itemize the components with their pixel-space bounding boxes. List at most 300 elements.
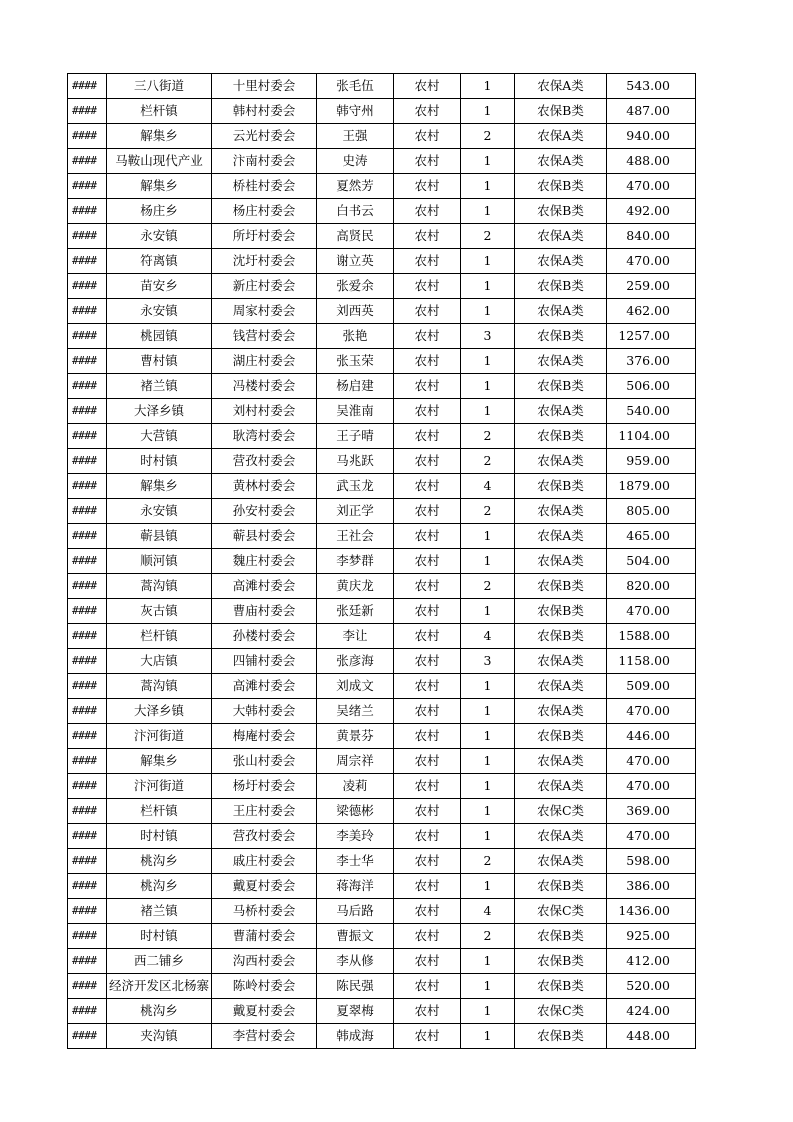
amount-cell: 1257.00 [607, 324, 696, 349]
household-count-cell: 2 [461, 574, 515, 599]
amount-cell: 369.00 [607, 799, 696, 824]
area-cell: 农村 [394, 324, 461, 349]
row-id-cell: #### [68, 449, 107, 474]
row-id-cell: #### [68, 99, 107, 124]
town-cell: 褚兰镇 [107, 899, 212, 924]
row-id-cell: #### [68, 249, 107, 274]
area-cell: 农村 [394, 774, 461, 799]
insurance-type-cell: 农保A类 [515, 699, 607, 724]
town-cell: 蒿沟镇 [107, 574, 212, 599]
row-id-cell: #### [68, 924, 107, 949]
town-cell: 大泽乡镇 [107, 699, 212, 724]
village-cell: 大韩村委会 [212, 699, 317, 724]
insurance-type-cell: 农保B类 [515, 724, 607, 749]
amount-cell: 470.00 [607, 599, 696, 624]
person-name-cell: 李让 [317, 624, 394, 649]
household-count-cell: 1 [461, 749, 515, 774]
village-cell: 杨圩村委会 [212, 774, 317, 799]
person-name-cell: 夏然芳 [317, 174, 394, 199]
row-id-cell: #### [68, 674, 107, 699]
household-count-cell: 1 [461, 149, 515, 174]
household-count-cell: 2 [461, 124, 515, 149]
amount-cell: 1436.00 [607, 899, 696, 924]
row-id-cell: #### [68, 299, 107, 324]
insurance-type-cell: 农保A类 [515, 649, 607, 674]
area-cell: 农村 [394, 649, 461, 674]
insurance-type-cell: 农保A类 [515, 749, 607, 774]
town-cell: 大泽乡镇 [107, 399, 212, 424]
person-name-cell: 马兆跃 [317, 449, 394, 474]
row-id-cell: #### [68, 524, 107, 549]
area-cell: 农村 [394, 624, 461, 649]
amount-cell: 424.00 [607, 999, 696, 1024]
town-cell: 永安镇 [107, 224, 212, 249]
household-count-cell: 2 [461, 924, 515, 949]
amount-cell: 959.00 [607, 449, 696, 474]
person-name-cell: 黄景芬 [317, 724, 394, 749]
person-name-cell: 张艳 [317, 324, 394, 349]
village-cell: 营孜村委会 [212, 824, 317, 849]
area-cell: 农村 [394, 1024, 461, 1049]
amount-cell: 820.00 [607, 574, 696, 599]
village-cell: 湖庄村委会 [212, 349, 317, 374]
town-cell: 时村镇 [107, 924, 212, 949]
data-table [67, 73, 696, 1049]
village-cell: 李营村委会 [212, 1024, 317, 1049]
person-name-cell: 李美玲 [317, 824, 394, 849]
village-cell: 韩村村委会 [212, 99, 317, 124]
table-row [68, 149, 696, 174]
insurance-type-cell: 农保A类 [515, 299, 607, 324]
household-count-cell: 1 [461, 674, 515, 699]
area-cell: 农村 [394, 799, 461, 824]
area-cell: 农村 [394, 224, 461, 249]
table-row [68, 974, 696, 999]
amount-cell: 598.00 [607, 849, 696, 874]
person-name-cell: 谢立英 [317, 249, 394, 274]
village-cell: 云光村委会 [212, 124, 317, 149]
row-id-cell: #### [68, 724, 107, 749]
table-row [68, 299, 696, 324]
household-count-cell: 3 [461, 649, 515, 674]
village-cell: 耿湾村委会 [212, 424, 317, 449]
table-row [68, 349, 696, 374]
area-cell: 农村 [394, 549, 461, 574]
village-cell: 沈圩村委会 [212, 249, 317, 274]
village-cell: 冯楼村委会 [212, 374, 317, 399]
area-cell: 农村 [394, 999, 461, 1024]
amount-cell: 506.00 [607, 374, 696, 399]
insurance-type-cell: 农保B类 [515, 324, 607, 349]
person-name-cell: 张玉荣 [317, 349, 394, 374]
insurance-type-cell: 农保A类 [515, 399, 607, 424]
town-cell: 苗安乡 [107, 274, 212, 299]
area-cell: 农村 [394, 874, 461, 899]
village-cell: 张山村委会 [212, 749, 317, 774]
area-cell: 农村 [394, 274, 461, 299]
area-cell: 农村 [394, 399, 461, 424]
town-cell: 桃沟乡 [107, 999, 212, 1024]
insurance-type-cell: 农保B类 [515, 424, 607, 449]
area-cell: 农村 [394, 249, 461, 274]
insurance-type-cell: 农保B类 [515, 624, 607, 649]
village-cell: 蕲县村委会 [212, 524, 317, 549]
insurance-type-cell: 农保C类 [515, 799, 607, 824]
amount-cell: 1104.00 [607, 424, 696, 449]
insurance-type-cell: 农保A类 [515, 224, 607, 249]
table-row [68, 749, 696, 774]
insurance-type-cell: 农保A类 [515, 674, 607, 699]
household-count-cell: 1 [461, 874, 515, 899]
household-count-cell: 1 [461, 999, 515, 1024]
table-body [68, 74, 696, 1049]
person-name-cell: 刘西英 [317, 299, 394, 324]
table-row [68, 849, 696, 874]
insurance-type-cell: 农保A类 [515, 449, 607, 474]
table-row [68, 599, 696, 624]
household-count-cell: 1 [461, 599, 515, 624]
amount-cell: 465.00 [607, 524, 696, 549]
area-cell: 农村 [394, 449, 461, 474]
village-cell: 营孜村委会 [212, 449, 317, 474]
household-count-cell: 2 [461, 224, 515, 249]
person-name-cell: 蒋海洋 [317, 874, 394, 899]
village-cell: 桥桂村委会 [212, 174, 317, 199]
area-cell: 农村 [394, 674, 461, 699]
amount-cell: 487.00 [607, 99, 696, 124]
table-row [68, 524, 696, 549]
row-id-cell: #### [68, 899, 107, 924]
village-cell: 刘村村委会 [212, 399, 317, 424]
area-cell: 农村 [394, 524, 461, 549]
village-cell: 沟西村委会 [212, 949, 317, 974]
row-id-cell: #### [68, 224, 107, 249]
person-name-cell: 韩守州 [317, 99, 394, 124]
person-name-cell: 李士华 [317, 849, 394, 874]
village-cell: 四铺村委会 [212, 649, 317, 674]
area-cell: 农村 [394, 474, 461, 499]
area-cell: 农村 [394, 174, 461, 199]
household-count-cell: 1 [461, 949, 515, 974]
person-name-cell: 张彦海 [317, 649, 394, 674]
amount-cell: 412.00 [607, 949, 696, 974]
town-cell: 解集乡 [107, 174, 212, 199]
area-cell: 农村 [394, 974, 461, 999]
row-id-cell: #### [68, 849, 107, 874]
row-id-cell: #### [68, 124, 107, 149]
table-row [68, 824, 696, 849]
amount-cell: 1158.00 [607, 649, 696, 674]
household-count-cell: 1 [461, 699, 515, 724]
person-name-cell: 韩成海 [317, 1024, 394, 1049]
insurance-type-cell: 农保B类 [515, 1024, 607, 1049]
insurance-type-cell: 农保A类 [515, 499, 607, 524]
person-name-cell: 刘正学 [317, 499, 394, 524]
person-name-cell: 曹振文 [317, 924, 394, 949]
town-cell: 夹沟镇 [107, 1024, 212, 1049]
household-count-cell: 1 [461, 399, 515, 424]
household-count-cell: 2 [461, 424, 515, 449]
town-cell: 大营镇 [107, 424, 212, 449]
amount-cell: 1588.00 [607, 624, 696, 649]
town-cell: 汴河街道 [107, 724, 212, 749]
town-cell: 永安镇 [107, 499, 212, 524]
area-cell: 农村 [394, 599, 461, 624]
row-id-cell: #### [68, 574, 107, 599]
household-count-cell: 1 [461, 274, 515, 299]
row-id-cell: #### [68, 999, 107, 1024]
person-name-cell: 白书云 [317, 199, 394, 224]
area-cell: 农村 [394, 349, 461, 374]
village-cell: 马桥村委会 [212, 899, 317, 924]
amount-cell: 543.00 [607, 74, 696, 99]
area-cell: 农村 [394, 824, 461, 849]
town-cell: 桃沟乡 [107, 874, 212, 899]
household-count-cell: 1 [461, 174, 515, 199]
village-cell: 周家村委会 [212, 299, 317, 324]
household-count-cell: 1 [461, 549, 515, 574]
area-cell: 农村 [394, 199, 461, 224]
table-row [68, 674, 696, 699]
row-id-cell: #### [68, 199, 107, 224]
table-row [68, 274, 696, 299]
table-row [68, 424, 696, 449]
person-name-cell: 黄庆龙 [317, 574, 394, 599]
village-cell: 钱营村委会 [212, 324, 317, 349]
person-name-cell: 周宗祥 [317, 749, 394, 774]
person-name-cell: 武玉龙 [317, 474, 394, 499]
table-row [68, 99, 696, 124]
person-name-cell: 吴绪兰 [317, 699, 394, 724]
household-count-cell: 1 [461, 824, 515, 849]
household-count-cell: 1 [461, 199, 515, 224]
household-count-cell: 1 [461, 99, 515, 124]
insurance-type-cell: 农保B类 [515, 374, 607, 399]
town-cell: 汴河街道 [107, 774, 212, 799]
person-name-cell: 李梦群 [317, 549, 394, 574]
household-count-cell: 4 [461, 624, 515, 649]
household-count-cell: 1 [461, 974, 515, 999]
town-cell: 解集乡 [107, 474, 212, 499]
village-cell: 十里村委会 [212, 74, 317, 99]
table-row [68, 549, 696, 574]
table-row [68, 774, 696, 799]
table-row [68, 999, 696, 1024]
row-id-cell: #### [68, 749, 107, 774]
amount-cell: 470.00 [607, 824, 696, 849]
person-name-cell: 李从修 [317, 949, 394, 974]
insurance-type-cell: 农保B类 [515, 949, 607, 974]
table-row [68, 649, 696, 674]
row-id-cell: #### [68, 474, 107, 499]
village-cell: 梅庵村委会 [212, 724, 317, 749]
insurance-type-cell: 农保B类 [515, 574, 607, 599]
village-cell: 魏庄村委会 [212, 549, 317, 574]
table-row [68, 874, 696, 899]
amount-cell: 448.00 [607, 1024, 696, 1049]
town-cell: 三八街道 [107, 74, 212, 99]
insurance-type-cell: 农保B类 [515, 874, 607, 899]
town-cell: 西二铺乡 [107, 949, 212, 974]
row-id-cell: #### [68, 74, 107, 99]
insurance-type-cell: 农保A类 [515, 774, 607, 799]
village-cell: 新庄村委会 [212, 274, 317, 299]
table-row [68, 124, 696, 149]
person-name-cell: 梁德彬 [317, 799, 394, 824]
row-id-cell: #### [68, 399, 107, 424]
person-name-cell: 夏翠梅 [317, 999, 394, 1024]
insurance-type-cell: 农保A类 [515, 349, 607, 374]
area-cell: 农村 [394, 899, 461, 924]
amount-cell: 492.00 [607, 199, 696, 224]
person-name-cell: 马后路 [317, 899, 394, 924]
person-name-cell: 王子晴 [317, 424, 394, 449]
row-id-cell: #### [68, 549, 107, 574]
town-cell: 栏杆镇 [107, 99, 212, 124]
village-cell: 孙安村委会 [212, 499, 317, 524]
amount-cell: 1879.00 [607, 474, 696, 499]
town-cell: 桃沟乡 [107, 849, 212, 874]
area-cell: 农村 [394, 74, 461, 99]
insurance-type-cell: 农保A类 [515, 524, 607, 549]
household-count-cell: 1 [461, 74, 515, 99]
person-name-cell: 凌莉 [317, 774, 394, 799]
person-name-cell: 王强 [317, 124, 394, 149]
row-id-cell: #### [68, 324, 107, 349]
person-name-cell: 吴淮南 [317, 399, 394, 424]
town-cell: 马鞍山现代产业 [107, 149, 212, 174]
table-row [68, 624, 696, 649]
village-cell: 黄林村委会 [212, 474, 317, 499]
amount-cell: 470.00 [607, 249, 696, 274]
area-cell: 农村 [394, 949, 461, 974]
town-cell: 永安镇 [107, 299, 212, 324]
town-cell: 时村镇 [107, 449, 212, 474]
table-row [68, 224, 696, 249]
amount-cell: 470.00 [607, 699, 696, 724]
row-id-cell: #### [68, 699, 107, 724]
insurance-type-cell: 农保A类 [515, 149, 607, 174]
area-cell: 农村 [394, 574, 461, 599]
insurance-type-cell: 农保B类 [515, 274, 607, 299]
table-row [68, 374, 696, 399]
row-id-cell: #### [68, 624, 107, 649]
person-name-cell: 高贤民 [317, 224, 394, 249]
amount-cell: 805.00 [607, 499, 696, 524]
row-id-cell: #### [68, 649, 107, 674]
table-row [68, 74, 696, 99]
row-id-cell: #### [68, 374, 107, 399]
household-count-cell: 1 [461, 349, 515, 374]
person-name-cell: 刘成文 [317, 674, 394, 699]
village-cell: 曹庙村委会 [212, 599, 317, 624]
amount-cell: 259.00 [607, 274, 696, 299]
insurance-type-cell: 农保A类 [515, 824, 607, 849]
insurance-type-cell: 农保A类 [515, 849, 607, 874]
amount-cell: 509.00 [607, 674, 696, 699]
town-cell: 杨庄乡 [107, 199, 212, 224]
town-cell: 解集乡 [107, 749, 212, 774]
person-name-cell: 张毛伍 [317, 74, 394, 99]
town-cell: 曹村镇 [107, 349, 212, 374]
village-cell: 戴夏村委会 [212, 874, 317, 899]
household-count-cell: 2 [461, 499, 515, 524]
row-id-cell: #### [68, 274, 107, 299]
amount-cell: 386.00 [607, 874, 696, 899]
insurance-type-cell: 农保B类 [515, 924, 607, 949]
row-id-cell: #### [68, 1024, 107, 1049]
area-cell: 农村 [394, 749, 461, 774]
person-name-cell: 史涛 [317, 149, 394, 174]
area-cell: 农村 [394, 299, 461, 324]
household-count-cell: 1 [461, 524, 515, 549]
person-name-cell: 杨启建 [317, 374, 394, 399]
amount-cell: 446.00 [607, 724, 696, 749]
town-cell: 符离镇 [107, 249, 212, 274]
amount-cell: 470.00 [607, 774, 696, 799]
amount-cell: 925.00 [607, 924, 696, 949]
town-cell: 顺河镇 [107, 549, 212, 574]
household-count-cell: 2 [461, 449, 515, 474]
household-count-cell: 1 [461, 374, 515, 399]
amount-cell: 470.00 [607, 749, 696, 774]
table-row [68, 324, 696, 349]
amount-cell: 940.00 [607, 124, 696, 149]
area-cell: 农村 [394, 724, 461, 749]
row-id-cell: #### [68, 949, 107, 974]
household-count-cell: 1 [461, 249, 515, 274]
row-id-cell: #### [68, 799, 107, 824]
area-cell: 农村 [394, 374, 461, 399]
row-id-cell: #### [68, 424, 107, 449]
insurance-type-cell: 农保A类 [515, 249, 607, 274]
household-count-cell: 2 [461, 849, 515, 874]
table-row [68, 799, 696, 824]
amount-cell: 470.00 [607, 174, 696, 199]
town-cell: 大店镇 [107, 649, 212, 674]
insurance-type-cell: 农保B类 [515, 599, 607, 624]
table-row [68, 899, 696, 924]
row-id-cell: #### [68, 974, 107, 999]
row-id-cell: #### [68, 774, 107, 799]
table-row [68, 1024, 696, 1049]
village-cell: 高滩村委会 [212, 674, 317, 699]
village-cell: 杨庄村委会 [212, 199, 317, 224]
household-count-cell: 1 [461, 724, 515, 749]
household-count-cell: 1 [461, 774, 515, 799]
town-cell: 解集乡 [107, 124, 212, 149]
amount-cell: 462.00 [607, 299, 696, 324]
village-cell: 高滩村委会 [212, 574, 317, 599]
household-count-cell: 3 [461, 324, 515, 349]
area-cell: 农村 [394, 124, 461, 149]
table-row [68, 724, 696, 749]
row-id-cell: #### [68, 174, 107, 199]
person-name-cell: 张爱余 [317, 274, 394, 299]
table-row [68, 699, 696, 724]
table-row [68, 174, 696, 199]
person-name-cell: 陈民强 [317, 974, 394, 999]
amount-cell: 488.00 [607, 149, 696, 174]
village-cell: 曹蒲村委会 [212, 924, 317, 949]
town-cell: 栏杆镇 [107, 799, 212, 824]
row-id-cell: #### [68, 874, 107, 899]
village-cell: 所圩村委会 [212, 224, 317, 249]
village-cell: 戚庄村委会 [212, 849, 317, 874]
area-cell: 农村 [394, 424, 461, 449]
area-cell: 农村 [394, 499, 461, 524]
row-id-cell: #### [68, 349, 107, 374]
